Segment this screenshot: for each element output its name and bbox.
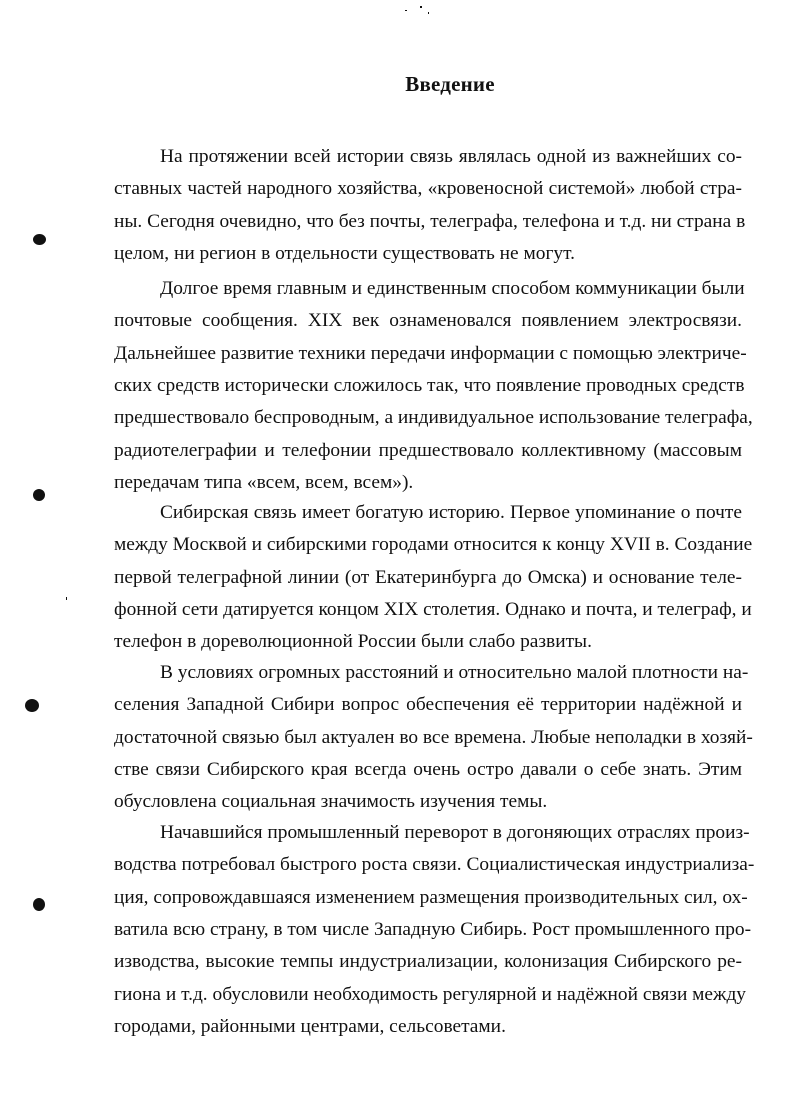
text-line: передачам типа «всем, всем, всем»). xyxy=(114,472,414,493)
text-line: Начавшийся промышленный переворот в догоняющих отраслях произ- xyxy=(160,822,750,843)
text-line: почтовые сообщения. XIX век ознаменовался появлением электросвязи. xyxy=(114,310,742,331)
text-line: стве связи Сибирского края всегда очень остро давали о себе знать. Этим xyxy=(114,759,742,780)
text-line: радиотелеграфии и телефонии предшествовало коллективному (массовым xyxy=(114,440,742,461)
text-line: между Москвой и сибирскими городами относится к концу XVII в. Создание xyxy=(114,534,753,555)
scan-speck xyxy=(428,12,429,14)
text-line: гиона и т.д. обусловили необходимость регулярной и надёжной связи между xyxy=(114,984,747,1005)
text-line: изводства, высокие темпы индустриализации, колонизация Сибирского ре- xyxy=(114,951,742,972)
punch-hole-mark xyxy=(25,699,39,712)
text-line: ватила всю страну, в том числе Западную Сибирь. Рост промышленного про- xyxy=(114,919,752,940)
text-line: целом, ни регион в отдельности существовать не могут. xyxy=(114,243,575,264)
text-line: Сибирская связь имеет богатую историю. Первое упоминание о почте xyxy=(160,502,742,523)
text-line: ны. Сегодня очевидно, что без почты, телеграфа, телефона и т.д. ни страна в xyxy=(114,211,746,232)
text-line: предшествовало беспроводным, а индивидуальное использование телеграфа, xyxy=(114,407,753,428)
scan-speck xyxy=(66,597,67,600)
text-line: В условиях огромных расстояний и относительно малой плотности на- xyxy=(160,662,749,683)
text-line: фонной сети датируется концом XIX столетия. Однако и почта, и телеграф, и xyxy=(114,599,752,620)
scan-speck xyxy=(405,10,407,11)
text-line: достаточной связью был актуален во все времена. Любые неполадки в хозяй- xyxy=(114,727,753,748)
text-line: городами, районными центрами, сельсоветами. xyxy=(114,1016,506,1037)
scan-speck xyxy=(420,6,422,8)
text-line: Дальнейшее развитие техники передачи информации с помощью электриче- xyxy=(114,343,747,364)
text-line: первой телеграфной линии (от Екатеринбурга до Омска) и основание теле- xyxy=(114,567,742,588)
text-line: Долгое время главным и единственным способом коммуникации были xyxy=(160,278,745,299)
text-line: водства потребовал быстрого роста связи. Социалистическая индустриализа- xyxy=(114,854,755,875)
punch-hole-mark xyxy=(33,234,46,245)
text-line: ских средств исторически сложилось так, что появление проводных средств xyxy=(114,375,745,396)
punch-hole-mark xyxy=(33,898,45,911)
text-line: телефон в дореволюционной России были слабо развиты. xyxy=(114,631,592,652)
text-line: ция, сопровождавшаяся изменением размещения производительных сил, ох- xyxy=(114,887,748,908)
text-line: На протяжении всей истории связь являлась одной из важнейших со- xyxy=(160,146,742,167)
text-line: обусловлена социальная значимость изучения темы. xyxy=(114,791,548,812)
punch-hole-mark xyxy=(33,489,45,501)
page-title: Введение xyxy=(405,72,495,96)
text-line: ставных частей народного хозяйства, «кровеносной системой» любой стра- xyxy=(114,178,742,199)
text-line: селения Западной Сибири вопрос обеспечения её территории надёжной и xyxy=(114,694,742,715)
